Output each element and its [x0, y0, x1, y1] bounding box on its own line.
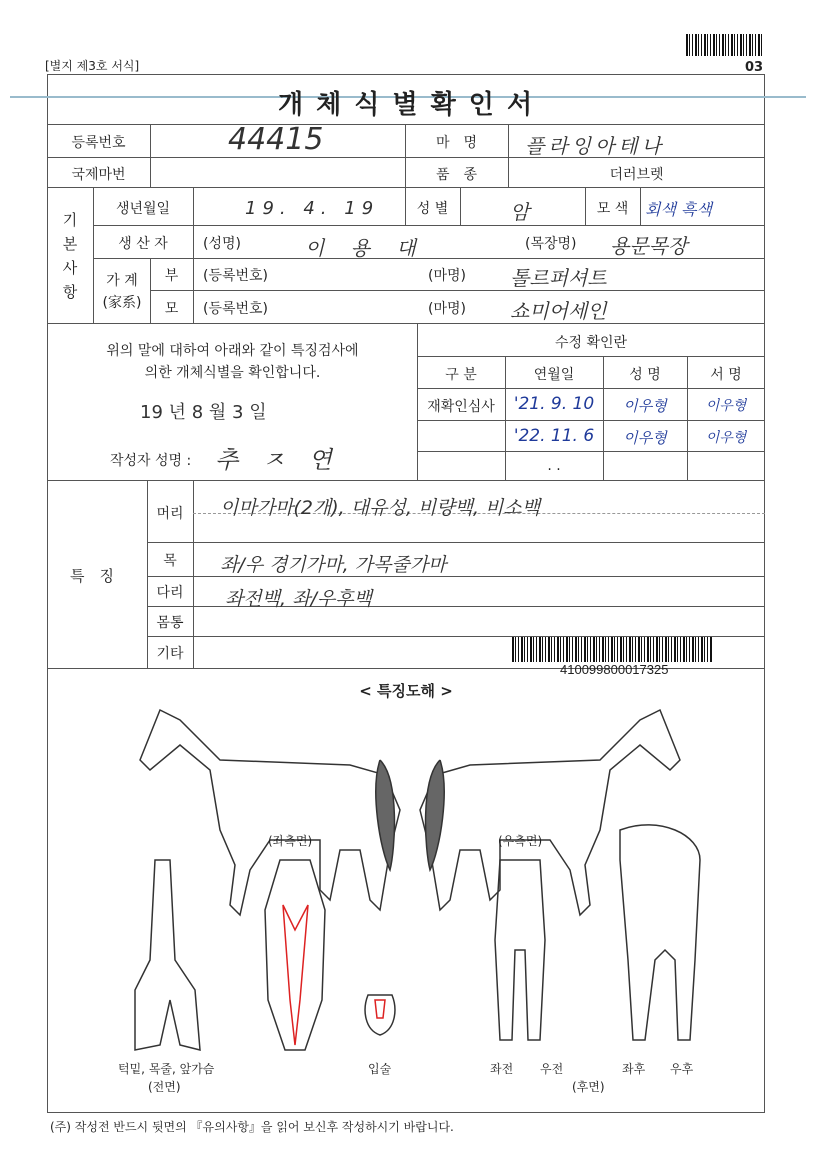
reg-no-value: 44415: [228, 122, 324, 157]
horse-front-legs: [495, 860, 545, 1040]
row1-date: '21. 9. 10: [513, 394, 595, 414]
page-number: 03: [745, 60, 764, 75]
sex-label: 성 별: [416, 201, 449, 217]
breeder-label: 생 산 자: [118, 236, 168, 252]
horse-head-front: [265, 860, 325, 1050]
birth-label: 생년월일: [115, 201, 171, 217]
confirm-date: 19 년 8 월 3 일: [140, 402, 267, 423]
features-section-label: 특 징: [70, 567, 114, 585]
sex-value: 암: [510, 200, 530, 224]
other-label: 기타: [156, 646, 184, 662]
pedigree-label: 가 계 (家系): [102, 273, 142, 311]
front-caption: 턱밑, 목줄, 앞가슴: [118, 1062, 215, 1076]
barcode-number: 410099800017325: [560, 662, 669, 677]
row2-name: 이우형: [623, 429, 667, 447]
diagram-title: < 특징도해 >: [359, 682, 453, 700]
front-view-label: (전면): [148, 1080, 181, 1094]
horse-diagrams: [100, 700, 720, 1080]
dam-name-value: 쇼미어세인: [510, 299, 607, 323]
sire-label: 부: [164, 268, 179, 284]
front-right-label: 우전: [540, 1062, 564, 1076]
intl-no-label: 국제마번: [71, 167, 126, 183]
legs-value: 좌전백, 좌/우후백: [225, 588, 372, 610]
horse-rear: [620, 825, 700, 1040]
breed-label: 품 종: [435, 167, 478, 183]
hind-right-label: 우후: [670, 1062, 694, 1076]
footer-note: (주) 작성전 반드시 뒷면의 『유의사항』을 읽어 보신후 작성하시기 바랍니다.: [50, 1120, 454, 1134]
head-value: 이마가마(2개), 대유성, 비량백, 비소백: [220, 497, 541, 519]
basic-section-label: 기 본 사 항: [62, 211, 78, 301]
horse-name-label: 마 명: [435, 135, 478, 151]
body-label: 몸통: [156, 615, 184, 631]
sire-name-label: (마명): [428, 268, 466, 284]
horse-right-side: [420, 710, 680, 915]
horse-neck-front: [135, 860, 200, 1050]
dam-label: 모: [164, 301, 179, 317]
dam-reg-label: (등록번호): [203, 301, 269, 317]
statement-line1: 위의 말에 대하여 아래와 같이 특징검사에: [106, 343, 359, 359]
horse-name-value: 플라잉아테나: [525, 134, 665, 158]
legs-label: 다리: [156, 585, 184, 601]
lip-label: 입술: [368, 1062, 392, 1076]
breed-value: 더러브렛: [609, 167, 664, 183]
breeder-name-label: (성명): [203, 236, 241, 252]
horse-lip: [365, 995, 395, 1035]
col-date: 연월일: [533, 367, 575, 383]
front-left-label: 좌전: [490, 1062, 514, 1076]
page-title: 개 체 식 별 확 인 서: [277, 90, 535, 120]
sire-name-value: 톨르퍼셔트: [510, 266, 607, 290]
writer-value: 추 ㅈ 연: [215, 446, 340, 474]
top-barcode: [686, 34, 762, 56]
farm-label: (목장명): [525, 236, 577, 252]
form-number: [별지 제3호 서식]: [45, 59, 140, 73]
neck-value: 좌/우 경기가마, 가목줄가마: [220, 554, 447, 576]
revision-title: 수정 확인란: [554, 335, 628, 351]
row1-name: 이우형: [623, 397, 667, 415]
coat-value: 회색 흑색: [645, 200, 712, 219]
statement-line2: 의한 개체식별을 확인합니다.: [144, 365, 321, 381]
farm-value: 용문목장: [610, 234, 688, 258]
rear-view-label: (후면): [572, 1080, 605, 1094]
row1-type: 재확인심사: [427, 399, 495, 415]
reg-no-label: 등록번호: [71, 135, 126, 151]
horse-left-side: [140, 710, 400, 915]
hind-left-label: 좌후: [622, 1062, 646, 1076]
row1-sign: 이우형: [705, 398, 747, 414]
sire-reg-label: (등록번호): [203, 268, 269, 284]
dam-name-label: (마명): [428, 301, 466, 317]
row2-date: '22. 11. 6: [513, 426, 595, 446]
birth-value: 19. 4. 19: [245, 198, 380, 219]
coat-label: 모 색: [596, 201, 629, 217]
row2-sign: 이우형: [705, 430, 747, 446]
head-label: 머리: [156, 506, 184, 522]
col-type: 구 분: [445, 367, 477, 383]
features-barcode: [512, 637, 712, 662]
neck-label: 목: [163, 553, 177, 569]
left-side-label: (좌측면): [268, 834, 313, 848]
breeder-name-value: 이 용 대: [305, 236, 426, 260]
row3-date: . .: [547, 458, 561, 474]
right-side-label: (우측면): [498, 834, 543, 848]
col-name: 성 명: [629, 367, 661, 383]
col-sign: 서 명: [710, 367, 742, 383]
writer-label: 작성자 성명 :: [110, 453, 192, 469]
